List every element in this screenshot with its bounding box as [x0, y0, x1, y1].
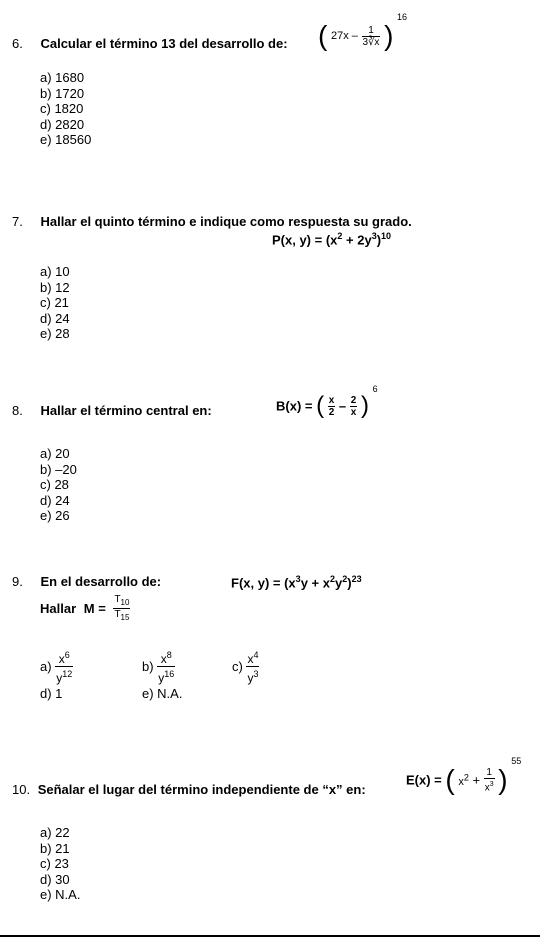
q7-option[interactable]: e) 28: [40, 326, 70, 341]
q6-option[interactable]: a) 1680: [40, 70, 85, 85]
q9-text: En el desarrollo de:: [40, 574, 162, 589]
q9-number: 9.: [12, 574, 23, 589]
q6-statement: [12, 36, 288, 51]
q8-options: [40, 446, 77, 524]
q8-exponent: 6: [372, 384, 378, 395]
q6-expr-left: 27x –: [330, 30, 358, 42]
q10-option[interactable]: b) 21: [40, 840, 70, 856]
q6-number: 6.: [12, 36, 23, 51]
q8-statement: [12, 403, 212, 418]
q6-option[interactable]: c) 1820: [40, 101, 84, 116]
q6-expression: ( 27x – $\frac{1}{3∛x}$ ) $^{16}$: [318, 12, 408, 51]
q6-option[interactable]: d) 2820: [40, 116, 85, 132]
q8-option[interactable]: e) 26: [40, 508, 70, 523]
q6-fraction: $\frac{1}{3∛x}$: [362, 24, 380, 48]
q7-number: 7.: [12, 214, 23, 229]
q10-option[interactable]: c) 23: [40, 856, 69, 871]
q8-option[interactable]: a) 20: [40, 446, 70, 461]
q6-options: [40, 70, 91, 148]
q7-statement: [12, 214, 412, 229]
q8-option[interactable]: b) –20: [40, 461, 77, 477]
q9-option-b[interactable]: b) $\frac{x^8}{y^{16}}$: [142, 650, 175, 685]
q10-option[interactable]: d) 30: [40, 871, 70, 887]
q8-option[interactable]: c) 28: [40, 477, 69, 492]
q9-formula: F(x, $y) = (x^3y + x^2y^2)^{23}$: [231, 574, 362, 591]
q9-m-fraction: $\frac{T_{10}}{T_{15}}$: [114, 594, 130, 622]
q7-option[interactable]: d) 24: [40, 310, 70, 326]
q10-option[interactable]: a) 22: [40, 825, 70, 840]
q9-option-d[interactable]: d) 1: [40, 686, 63, 701]
q10-statement: [12, 782, 366, 797]
q8-formula: B(x) = ( $\frac{x}{2}$ – $\frac{2}{x}$ ) $^6$: [276, 384, 378, 419]
q10-options: [40, 825, 80, 903]
q6-option[interactable]: e) 18560: [40, 132, 92, 147]
q10-exponent: 55: [511, 756, 522, 767]
q9-option-c[interactable]: c) $\frac{x^4}{y^3}$: [232, 650, 259, 685]
q9-statement: [12, 574, 161, 589]
q7-option[interactable]: c) 21: [40, 295, 69, 310]
q7-option[interactable]: a) 10: [40, 264, 70, 279]
q8-number: 8.: [12, 403, 23, 418]
q9-hallar: Hallar M = $\frac{T_{10}}{T_{15}}$: [40, 594, 130, 622]
q6-text: Calcular el término 13 del desarrollo de:: [40, 36, 288, 51]
q10-text: Señalar el lugar del término independiente de “x” en:: [37, 782, 366, 797]
q7-text: Hallar el quinto término e indique como respuesta su grado.: [40, 214, 412, 229]
q10-formula: E(x) = ( $x^2$ + $\frac{1}{x^3}$ ) $^{55}$: [406, 756, 522, 795]
q6-option[interactable]: b) 1720: [40, 85, 85, 101]
q7-option[interactable]: b) 12: [40, 279, 70, 295]
q8-text: Hallar el término central en:: [40, 403, 212, 418]
q9-option-a[interactable]: a) $\frac{x^6}{y^{12}}$: [40, 650, 73, 685]
q9-option-e[interactable]: e) N.A.: [142, 686, 183, 701]
q10-option[interactable]: e) N.A.: [40, 887, 81, 902]
q8-option[interactable]: d) 24: [40, 492, 70, 508]
q7-formula: P(x, $y) = (x^2 + 2y^3)^{10}$: [272, 231, 392, 248]
q7-options: [40, 264, 70, 342]
bottom-divider: [0, 935, 540, 937]
q6-exponent: 16: [397, 12, 408, 23]
q10-number: 10.: [12, 782, 31, 797]
